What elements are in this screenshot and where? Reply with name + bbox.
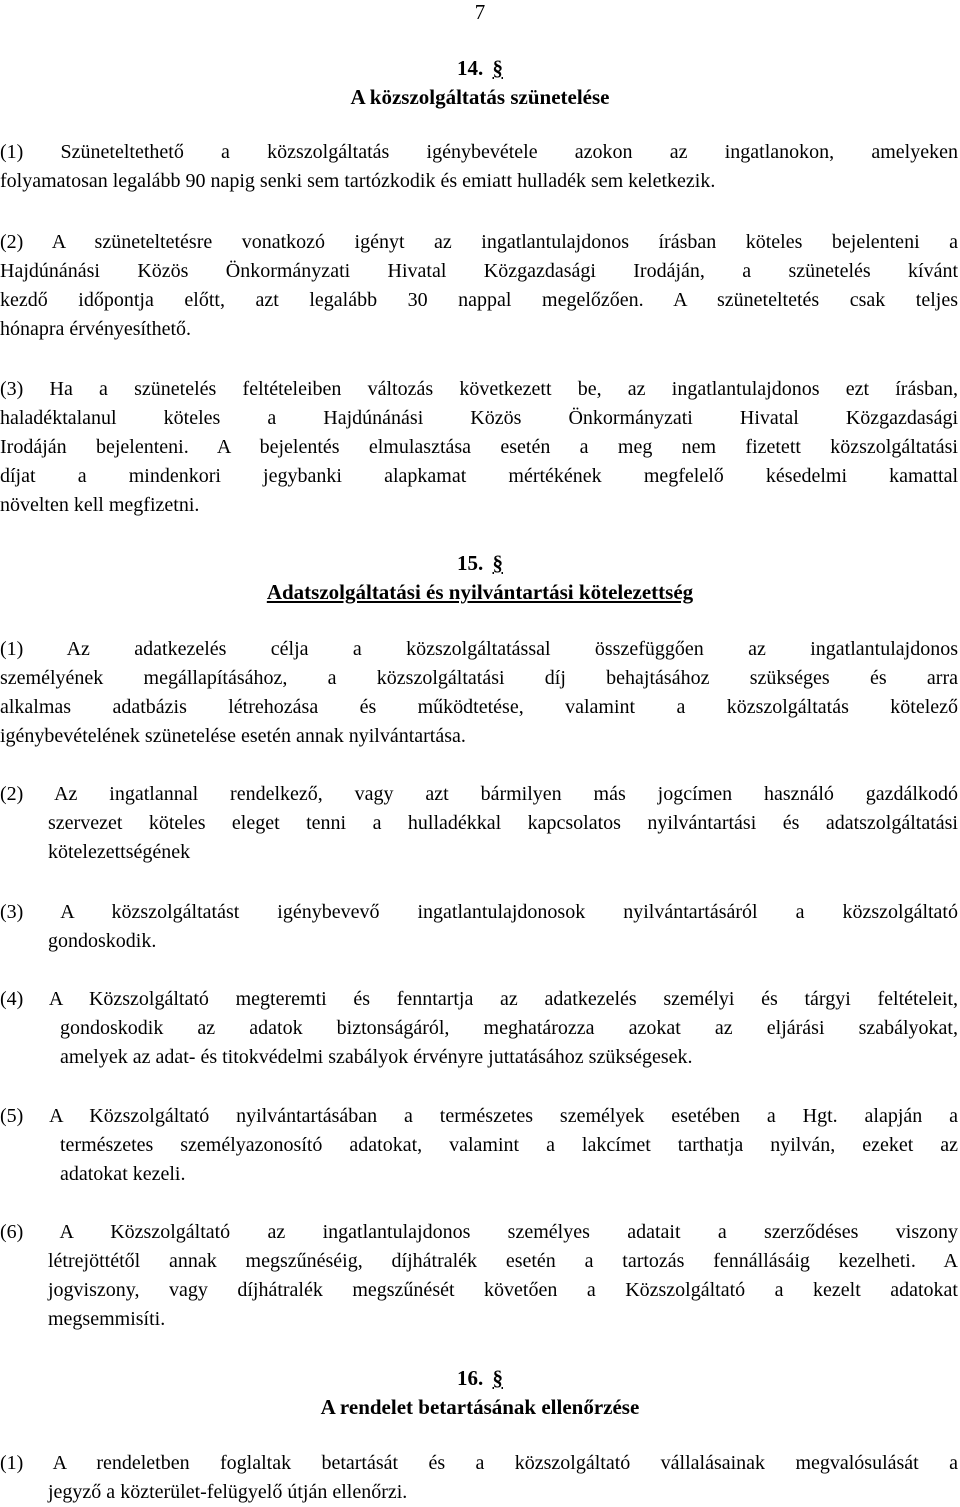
paragraph-line: gondoskodik. (48, 930, 157, 952)
section-number-text: 14. (457, 56, 484, 80)
paragraph (0, 375, 958, 520)
section-sign: § (492, 56, 503, 80)
paragraph-line: Hajdúnánási Közös Önkormányzati Hivatal Közgazdasági Irodáján, a szünetelés kívánt (0, 260, 958, 282)
section-number (0, 55, 960, 81)
paragraph-line: kötelezettségének (48, 841, 191, 863)
section-title: Adatszolgáltatási és nyilvántartási kötelezettség (266, 580, 694, 604)
paragraph-line: (5) A Közszolgáltató nyilvántartásában a természetes személyek esetében a Hgt. alapján a (0, 1105, 958, 1127)
section-sign: § (492, 1366, 503, 1390)
paragraph-line: növelten kell megfizetni. (0, 494, 200, 516)
paragraph-line: igénybevételének szünetelése esetén annak nyilvántartása. (0, 725, 466, 747)
paragraph-line: gondoskodik az adatok biztonságáról, meghatározza azokat az eljárási szabályokat, (60, 1017, 958, 1039)
paragraph-line: létrejöttétől annak megszűnéséig, díjhátralék esetén a tartozás fennállásáig kezelheti. A (48, 1250, 958, 1272)
section-sign: § (492, 551, 503, 575)
paragraph (0, 1102, 958, 1189)
paragraph-line: természetes személyazonosító adatokat, valamint a lakcímet tarthatja nyilván, ezeket az (60, 1134, 958, 1156)
paragraph (0, 635, 958, 751)
paragraph-line: adatokat kezeli. (60, 1163, 186, 1185)
paragraph-line: folyamatosan legalább 90 napig senki sem tartózkodik és emiatt hulladék sem keletkezik. (0, 170, 716, 192)
paragraph (0, 228, 958, 344)
section-number-text: 15. (457, 551, 484, 575)
section-number-text: 16. (457, 1366, 484, 1390)
paragraph (0, 780, 958, 867)
paragraph-line: megsemmisíti. (48, 1308, 166, 1330)
paragraph-line: díjat a mindenkori jegybanki alapkamat mértékének megfelelő késedelmi kamattal (0, 465, 958, 487)
paragraph-line: hónapra érvényesíthető. (0, 318, 192, 340)
paragraph-line: (4) A Közszolgáltató megteremti és fenntartja az adatkezelés személyi és tárgyi feltételeit, (0, 988, 958, 1010)
paragraph (0, 1218, 958, 1334)
paragraph-line: (2) A szüneteltetésre vonatkozó igényt az ingatlantulajdonos írásban köteles bejelenteni a (0, 231, 958, 253)
paragraph-line: Irodáján bejelenteni. A bejelentés elmulasztása esetén a meg nem fizetett közszolgáltatási (0, 436, 958, 458)
page-number: 7 (474, 0, 486, 24)
paragraph-line: (1) A rendeletben foglaltak betartását és a közszolgáltató vállalásainak megvalósulását a (0, 1452, 958, 1474)
section-number (0, 1365, 960, 1391)
paragraph-line: alkalmas adatbázis létrehozása és működtetése, valamint a közszolgáltatás kötelező (0, 696, 958, 718)
paragraph-line: (3) A közszolgáltatást igénybevevő ingatlantulajdonosok nyilvántartásáról a közszolgáltató (0, 901, 958, 923)
paragraph-line: személyének megállapításához, a közszolgáltatási díj behajtásához szükséges és arra (0, 667, 958, 689)
paragraph-line: (1) Szüneteltethető a közszolgáltatás igénybevétele azokon az ingatlanokon, amelyeken (0, 141, 958, 163)
paragraph-line: (6) A Közszolgáltató az ingatlantulajdonos személyes adatait a szerződéses viszony (0, 1221, 958, 1243)
section-number (0, 550, 960, 576)
paragraph-line: (2) Az ingatlannal rendelkező, vagy azt bármilyen más jogcímen használó gazdálkodó (0, 783, 958, 805)
paragraph (0, 985, 958, 1072)
paragraph-line: kezdő időpontja előtt, azt legalább 30 nappal megelőzően. A szüneteltetés csak teljes (0, 289, 958, 311)
paragraph-line: jogviszony, vagy díjhátralék megszűnését követően a Közszolgáltató a kezelt adatokat (48, 1279, 958, 1301)
section-title: A rendelet betartásának ellenőrzése (320, 1395, 640, 1419)
paragraph-line: haladéktalanul köteles a Hajdúnánási Közös Önkormányzati Hivatal Közgazdasági (0, 407, 958, 429)
paragraph (0, 898, 958, 956)
paragraph-line: amelyek az adat- és titokvédelmi szabályok érvényre juttatásához szükségesek. (60, 1046, 693, 1068)
paragraph-line: jegyző a közterület-felügyelő útján ellenőrzi. (48, 1481, 408, 1503)
section-title: A közszolgáltatás szünetelése (350, 85, 610, 109)
paragraph (0, 138, 958, 196)
paragraph-line: (1) Az adatkezelés célja a közszolgáltatással összefüggően az ingatlantulajdonos (0, 638, 958, 660)
paragraph-line: szervezet köteles eleget tenni a hulladékkal kapcsolatos nyilvántartási és adatszolgáltatási (48, 812, 958, 834)
paragraph (0, 1449, 958, 1507)
paragraph-line: (3) Ha a szünetelés feltételeiben változás következett be, az ingatlantulajdonos ezt írásban, (0, 378, 958, 400)
